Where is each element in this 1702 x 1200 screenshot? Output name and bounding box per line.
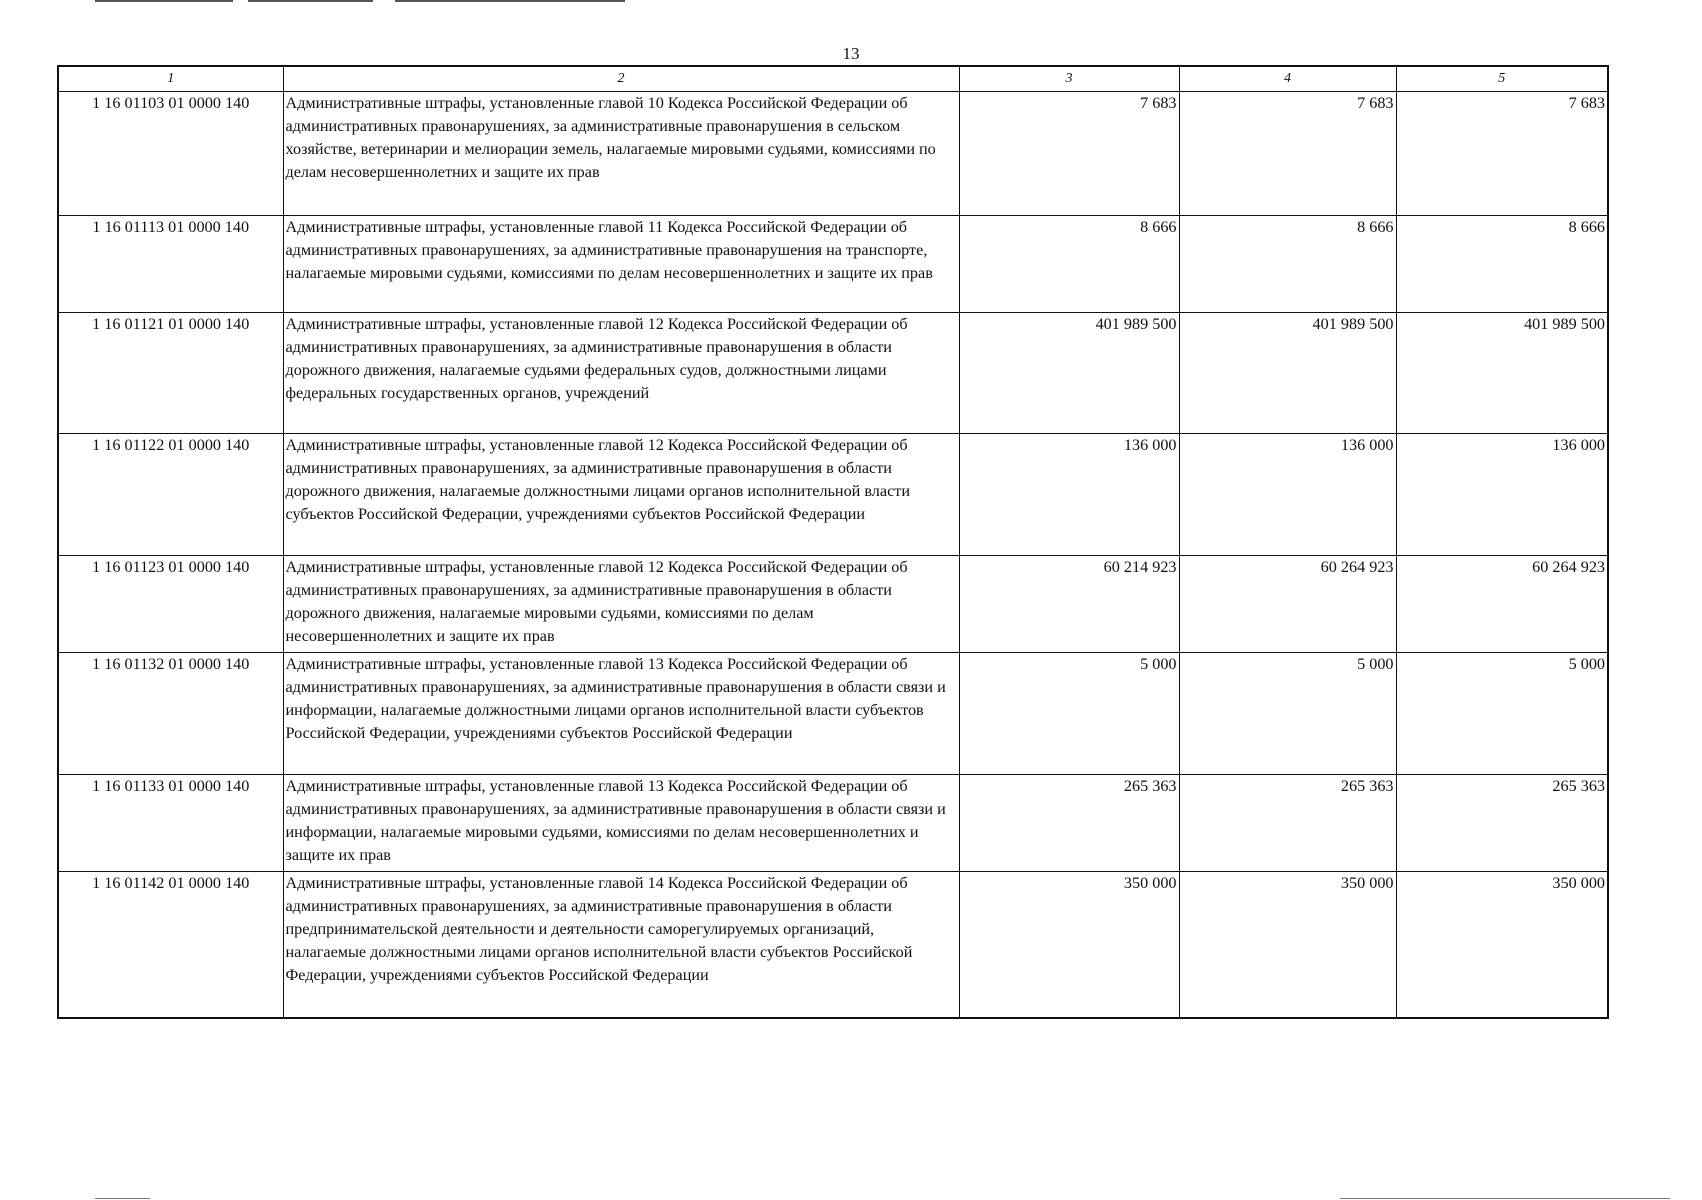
row-amount-2: 401 989 500 [1179, 313, 1396, 434]
table-row [58, 434, 1608, 556]
row-description: Административные штрафы, установленные главой 10 Кодекса Российской Федерации об административных правонарушениях, за административные правонарушения в сельском хозяйстве, ветеринарии и мелиорации земель, налагаемые мировыми судьями, комиссиями по делам несовершеннолетних и защите их прав [283, 92, 959, 216]
row-amount-3: 136 000 [1396, 434, 1608, 556]
row-amount-3: 350 000 [1396, 872, 1608, 1018]
row-amount-2: 265 363 [1179, 775, 1396, 872]
column-number-row [58, 66, 1608, 92]
row-description: Административные штрафы, установленные главой 12 Кодекса Российской Федерации об административных правонарушениях, за административные правонарушения в области дорожного движения, налагаемые мировыми судьями, комиссиями по делам несовершеннолетних и защите их прав [283, 556, 959, 653]
row-description: Административные штрафы, установленные главой 13 Кодекса Российской Федерации об административных правонарушениях, за административные правонарушения в области связи и информации, налагаемые мировыми судьями, комиссиями по делам несовершеннолетних и защите их прав [283, 775, 959, 872]
row-amount-3: 60 264 923 [1396, 556, 1608, 653]
table-row [58, 872, 1608, 1018]
row-amount-1: 7 683 [959, 92, 1179, 216]
table-row [58, 556, 1608, 653]
column-header-amount-3: 5 [1396, 66, 1608, 92]
row-code: 1 16 01133 01 0000 140 [58, 775, 283, 872]
row-code: 1 16 01123 01 0000 140 [58, 556, 283, 653]
column-header-code: 1 [58, 66, 283, 92]
row-amount-2: 60 264 923 [1179, 556, 1396, 653]
top-scan-rule [248, 0, 373, 2]
bottom-scan-rule [1340, 1198, 1670, 1199]
row-amount-3: 7 683 [1396, 92, 1608, 216]
row-amount-1: 350 000 [959, 872, 1179, 1018]
row-amount-1: 5 000 [959, 653, 1179, 775]
row-amount-1: 265 363 [959, 775, 1179, 872]
row-amount-2: 5 000 [1179, 653, 1396, 775]
row-description: Административные штрафы, установленные главой 12 Кодекса Российской Федерации об административных правонарушениях, за административные правонарушения в области дорожного движения, налагаемые судьями федеральных судов, должностными лицами федеральных государственных органов, учреждений [283, 313, 959, 434]
row-amount-2: 350 000 [1179, 872, 1396, 1018]
row-description: Административные штрафы, установленные главой 14 Кодекса Российской Федерации об административных правонарушениях, за административные правонарушения в области предпринимательской деятельности и деятельности саморегулируемых организаций, налагаемые должностными лицами органов исполнительной власти субъектов Российской Федерации, учреждениями субъектов Российской Федерации [283, 872, 959, 1018]
top-scan-rule [395, 0, 625, 2]
row-amount-1: 60 214 923 [959, 556, 1179, 653]
row-amount-3: 265 363 [1396, 775, 1608, 872]
table-row [58, 92, 1608, 216]
column-header-amount-1: 3 [959, 66, 1179, 92]
page-number: 13 [842, 44, 860, 63]
row-description: Административные штрафы, установленные главой 12 Кодекса Российской Федерации об административных правонарушениях, за административные правонарушения в области дорожного движения, налагаемые должностными лицами органов исполнительной власти субъектов Российской Федерации, учреждениями субъектов Российской Федерации [283, 434, 959, 556]
row-amount-1: 401 989 500 [959, 313, 1179, 434]
row-amount-1: 136 000 [959, 434, 1179, 556]
row-code: 1 16 01121 01 0000 140 [58, 313, 283, 434]
row-amount-1: 8 666 [959, 216, 1179, 313]
table-row [58, 313, 1608, 434]
column-header-amount-2: 4 [1179, 66, 1396, 92]
row-code: 1 16 01122 01 0000 140 [58, 434, 283, 556]
column-header-description: 2 [283, 66, 959, 92]
row-code: 1 16 01103 01 0000 140 [58, 92, 283, 216]
row-description: Административные штрафы, установленные главой 13 Кодекса Российской Федерации об административных правонарушениях, за административные правонарушения в области связи и информации, налагаемые должностными лицами органов исполнительной власти субъектов Российской Федерации, учреждениями субъектов Российской Федерации [283, 653, 959, 775]
top-scan-rule [95, 0, 233, 2]
row-amount-2: 7 683 [1179, 92, 1396, 216]
revenue-table [57, 65, 1609, 1019]
row-amount-3: 5 000 [1396, 653, 1608, 775]
row-amount-2: 8 666 [1179, 216, 1396, 313]
row-amount-3: 401 989 500 [1396, 313, 1608, 434]
bottom-scan-rule [95, 1198, 150, 1199]
table-row [58, 775, 1608, 872]
row-amount-3: 8 666 [1396, 216, 1608, 313]
row-code: 1 16 01113 01 0000 140 [58, 216, 283, 313]
table-row [58, 216, 1608, 313]
row-code: 1 16 01142 01 0000 140 [58, 872, 283, 1018]
table-row [58, 653, 1608, 775]
row-description: Административные штрафы, установленные главой 11 Кодекса Российской Федерации об административных правонарушениях, за административные правонарушения на транспорте, налагаемые мировыми судьями, комиссиями по делам несовершеннолетних и защите их прав [283, 216, 959, 313]
row-amount-2: 136 000 [1179, 434, 1396, 556]
row-code: 1 16 01132 01 0000 140 [58, 653, 283, 775]
